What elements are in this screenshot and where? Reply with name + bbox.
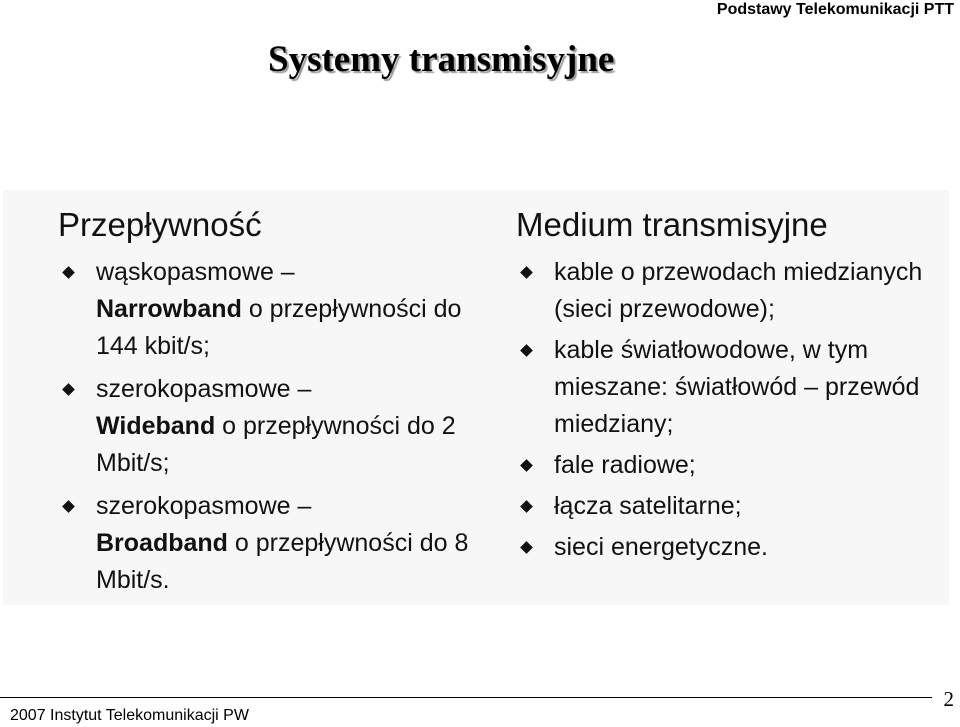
diamond-bullet-icon (62, 500, 75, 513)
diamond-bullet-icon (520, 459, 533, 472)
diamond-bullet-icon (62, 383, 75, 396)
course-title: Podstawy Telekomunikacji PTT (716, 1, 954, 18)
page-number: 2 (943, 687, 954, 711)
medium-column (516, 190, 946, 570)
item-term: Wideband (96, 412, 216, 440)
footer-institute: 2007 Instytut Telekomunikacji PW (10, 707, 249, 724)
bitrate-column (58, 190, 498, 605)
diamond-bullet-icon (520, 266, 533, 279)
diamond-bullet-icon (520, 500, 533, 513)
item-prefix: szerokopasmowe – (96, 375, 312, 403)
item-prefix: szerokopasmowe – (96, 492, 312, 520)
list-item (516, 529, 946, 566)
item-term: Broadband (96, 529, 228, 557)
list-item (516, 447, 946, 484)
item-suffix: o przepływności do 8 Mbit/s. (96, 529, 469, 594)
diamond-bullet-icon (62, 266, 75, 279)
medium-list (516, 254, 946, 566)
list-item (58, 254, 498, 365)
list-item (516, 332, 946, 443)
item-text: sieci energetyczne. (554, 533, 769, 561)
bitrate-list (58, 254, 498, 599)
list-item (516, 488, 946, 525)
item-text: fale radiowe; (554, 451, 696, 479)
item-suffix: o przepływności do 144 kbit/s; (96, 295, 462, 360)
content-image (3, 190, 949, 605)
item-text: kable o przewodach miedzianych (sieci przewodowe); (554, 258, 923, 323)
list-item (516, 254, 946, 328)
list-item (58, 371, 498, 482)
item-suffix: o przepływności do 2 Mbit/s; (96, 412, 456, 477)
footer-divider (0, 697, 932, 698)
item-prefix: wąskopasmowe – (96, 258, 295, 286)
bitrate-heading: Przepływność (58, 206, 262, 243)
item-term: Narrowband (96, 295, 242, 323)
item-text: kable światłowodowe, w tym mieszane: światłowód – przewód miedziany; (554, 336, 920, 438)
item-text: łącza satelitarne; (554, 492, 742, 520)
diamond-bullet-icon (520, 344, 533, 357)
slide-title: Systemy transmisyjne (268, 39, 615, 80)
medium-heading: Medium transmisyjne (516, 206, 828, 243)
list-item (58, 488, 498, 599)
diamond-bullet-icon (520, 541, 533, 554)
